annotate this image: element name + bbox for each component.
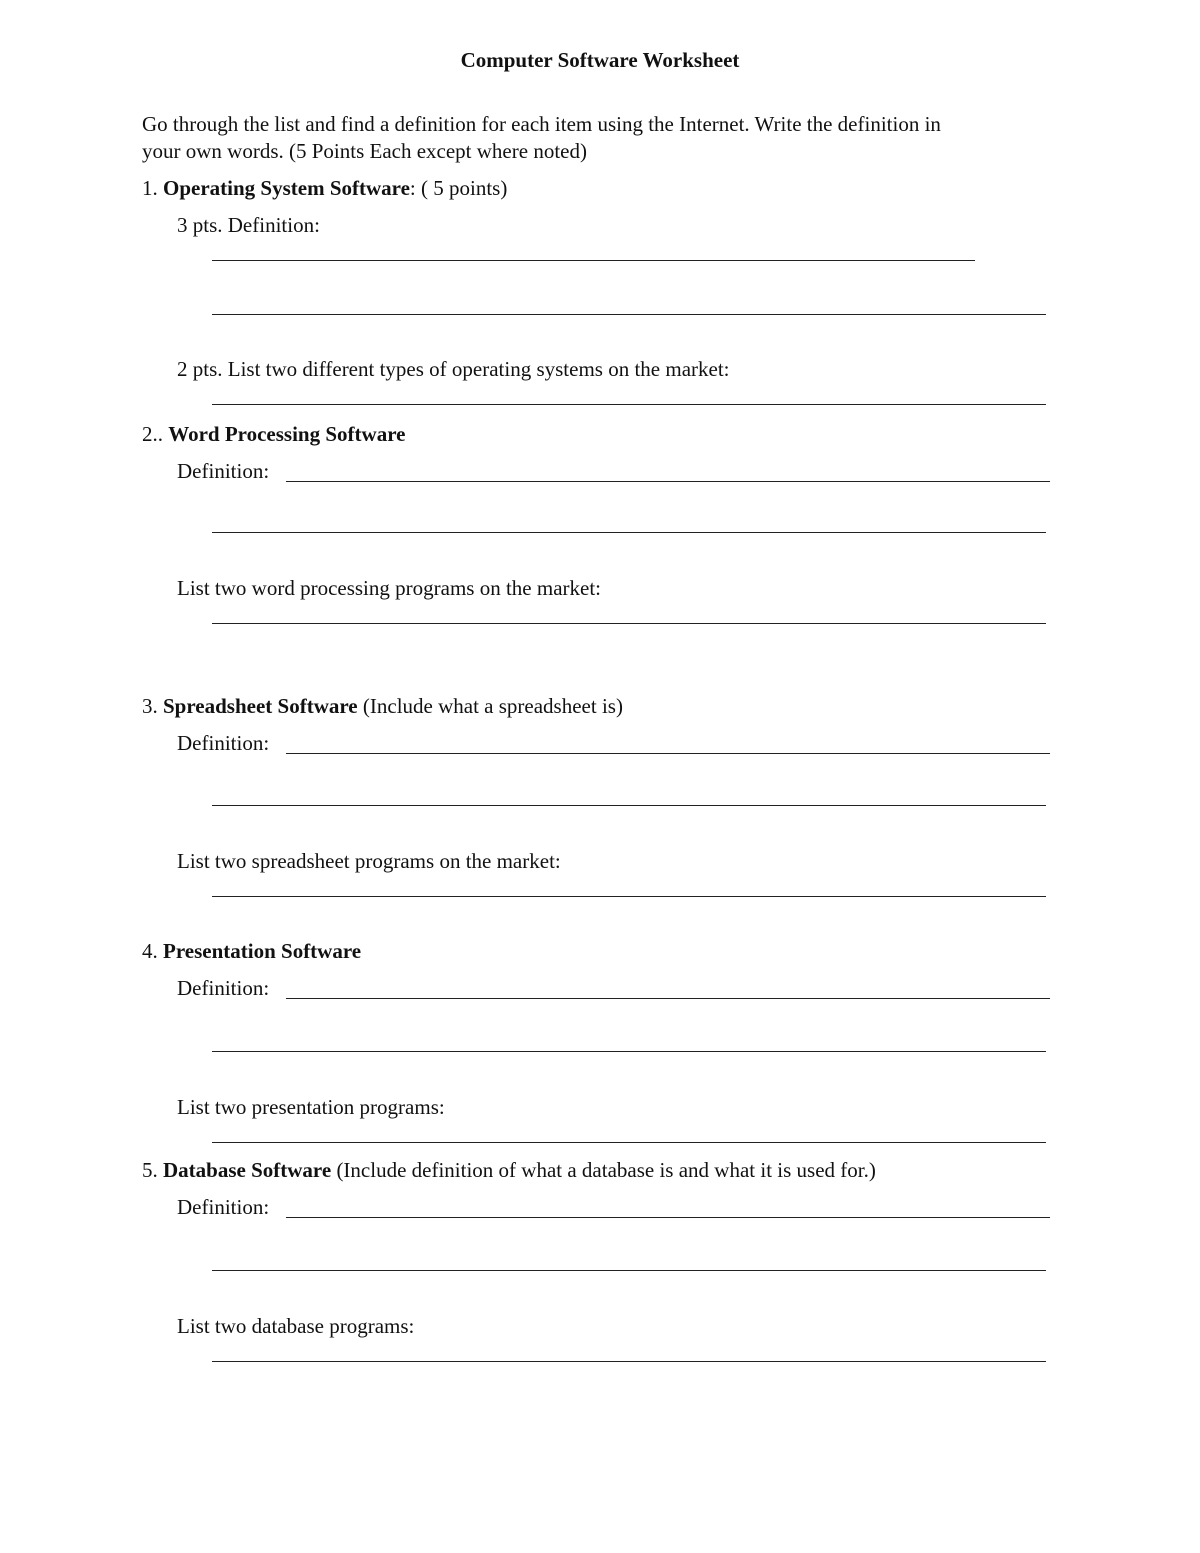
instructions-line-1: Go through the list and find a definition for each item using the Internet. Write the definition in <box>142 112 941 136</box>
question-3-definition-prompt <box>177 733 269 754</box>
question-4-list-line[interactable] <box>212 1142 1046 1143</box>
question-2-heading <box>142 424 405 445</box>
question-4-definition-line[interactable] <box>286 998 1050 999</box>
question-2-definition-prompt <box>177 461 269 482</box>
question-5-definition-label: Definition: <box>177 1195 270 1219</box>
question-4-definition-prompt <box>177 978 269 999</box>
question-4-title: Presentation Software <box>163 939 362 963</box>
question-3-suffix: (Include what a spreadsheet is) <box>357 694 623 718</box>
question-5-heading <box>142 1160 876 1181</box>
question-3-definition-line[interactable] <box>286 753 1050 754</box>
question-1-list-line[interactable] <box>212 404 1046 405</box>
question-1-title: Operating System Software <box>163 176 410 200</box>
question-5-answer-line-2[interactable] <box>212 1270 1046 1271</box>
question-1-number: 1. <box>142 176 158 200</box>
question-3-list-prompt: List two spreadsheet programs on the market: <box>177 849 561 873</box>
question-2-answer-line-2[interactable] <box>212 532 1046 533</box>
question-1-list-prompt: 2 pts. List two different types of operating systems on the market: <box>177 357 730 381</box>
question-5-list-line[interactable] <box>212 1361 1046 1362</box>
question-1-answer-line-1[interactable] <box>212 260 975 261</box>
question-2-definition-line[interactable] <box>286 481 1050 482</box>
question-5-list-prompt: List two database programs: <box>177 1314 415 1338</box>
question-5-title: Database Software <box>163 1158 332 1182</box>
question-1-suffix: : ( 5 points) <box>409 176 508 200</box>
page-title: Computer Software Worksheet <box>460 48 740 72</box>
question-5-number: 5. <box>142 1158 158 1182</box>
question-4-answer-line-2[interactable] <box>212 1051 1046 1052</box>
question-4-definition-label: Definition: <box>177 976 270 1000</box>
question-5-suffix: (Include definition of what a database is and what it is used for.) <box>331 1158 876 1182</box>
question-4-heading <box>142 941 361 962</box>
question-2-list-prompt: List two word processing programs on the market: <box>177 576 601 600</box>
question-2-list-line[interactable] <box>212 623 1046 624</box>
question-1-heading <box>142 178 507 199</box>
question-4-list-prompt: List two presentation programs: <box>177 1095 445 1119</box>
question-1-definition-prompt: 3 pts. Definition: <box>177 213 320 237</box>
question-5-definition-line[interactable] <box>286 1217 1050 1218</box>
question-2-definition-label: Definition: <box>177 459 270 483</box>
instructions-line-2: your own words. (5 Points Each except where noted) <box>142 139 587 163</box>
question-3-title: Spreadsheet Software <box>163 694 358 718</box>
question-3-list-line[interactable] <box>212 896 1046 897</box>
question-5-definition-prompt <box>177 1197 269 1218</box>
question-2-title: Word Processing Software <box>168 422 406 446</box>
question-2-number: 2.. <box>142 422 163 446</box>
question-3-heading <box>142 696 623 717</box>
question-3-answer-line-2[interactable] <box>212 805 1046 806</box>
question-3-definition-label: Definition: <box>177 731 270 755</box>
question-4-number: 4. <box>142 939 158 963</box>
question-1-answer-line-2[interactable] <box>212 314 1046 315</box>
question-3-number: 3. <box>142 694 158 718</box>
